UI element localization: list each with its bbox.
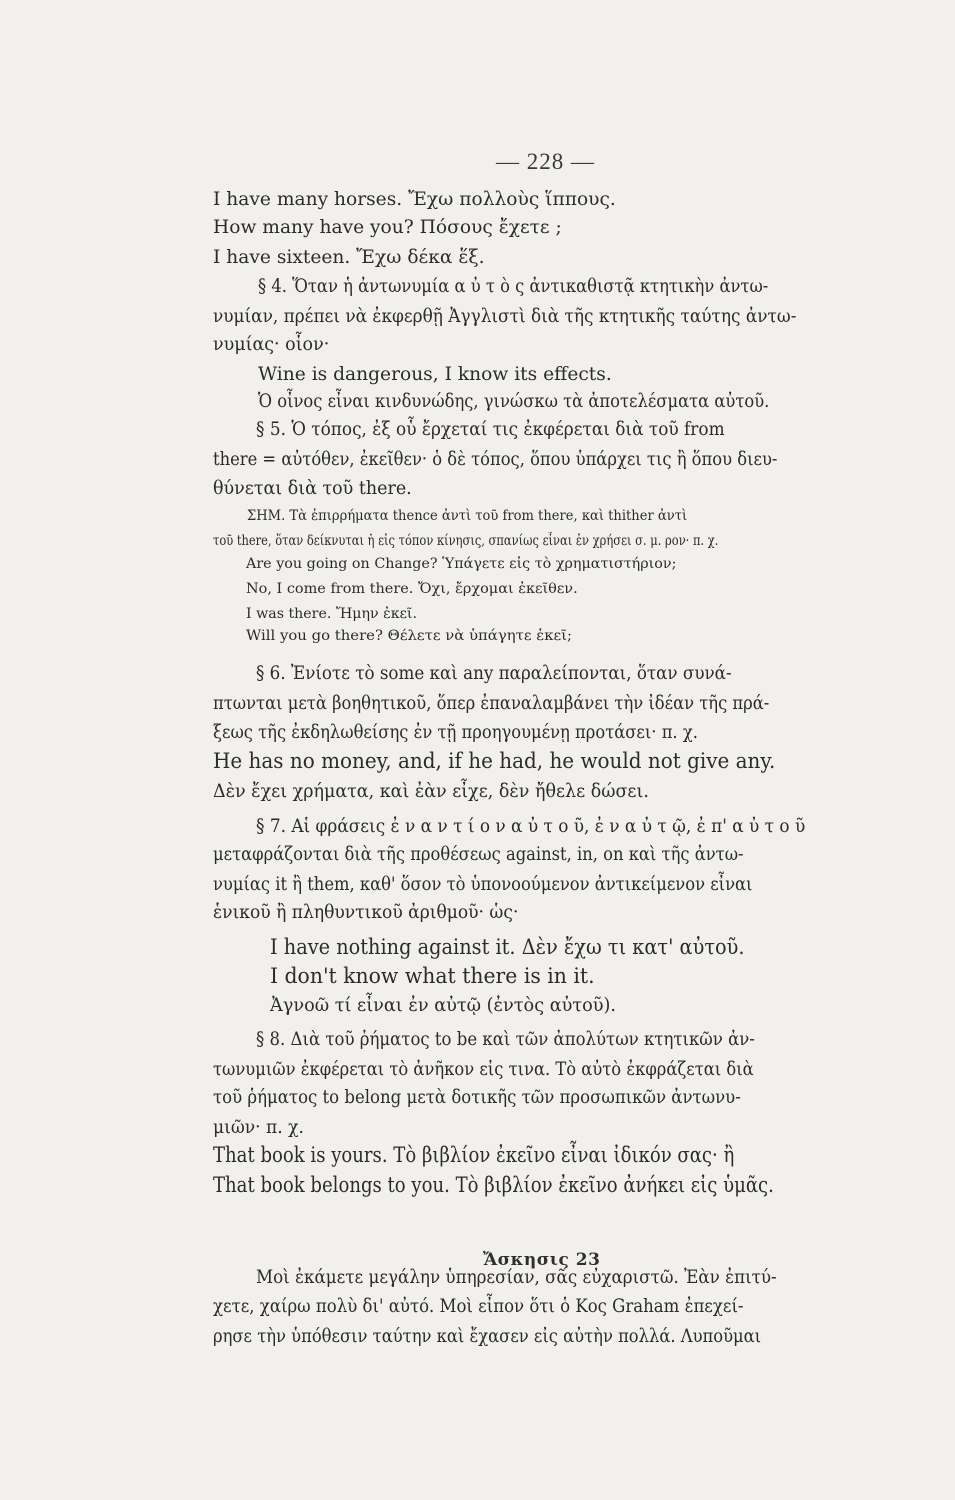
exercise-heading: Ἄσκησις 23 xyxy=(483,1250,601,1270)
note-line: ΣΗΜ. Τὰ ἐπιρρήματα thence ἀντὶ τοῦ from there, καὶ thither ἀντὶ xyxy=(247,508,688,524)
page-number: — 228 — xyxy=(496,149,595,174)
note-line: Will you go there? Θέλετε νὰ ὑπάγητε ἐκεῖ; xyxy=(246,628,573,644)
text-line: there = αὐτόθεν, ἐκεῖθεν· ὁ δὲ τόπος, ὅπου ὑπάρχει τις ἢ ὅπου διευ- xyxy=(213,448,778,470)
text-line: § 4. Ὅταν ἡ ἀντωνυμία α ὐ τ ὸ ς ἀντικαθιστᾷ κτητικὴν ἀντω- xyxy=(258,275,769,297)
text-line: He has no money, and, if he had, he would not give any. xyxy=(213,749,776,773)
text-line: Ὁ οἶνος εἶναι κινδυνώδης, γινώσκω τὰ ἀποτελέσματα αὐτοῦ. xyxy=(258,390,770,412)
text-line: § 7. Αἱ φράσεις ἐ ν α ν τ ί ο ν α ὐ τ ο ῦ, ἐ ν α ὐ τ ῷ, ἐ π' α ὐ τ ο ῦ xyxy=(256,815,806,837)
text-line: That book belongs to you. Τὸ βιβλίον ἐκεῖνο ἀνήκει εἰς ὑμᾶς. xyxy=(213,1173,774,1197)
text-line: ξεως τῆς ἐκδηλωθείσης ἐν τῇ προηγουμένῃ προτάσει· π. χ. xyxy=(213,721,698,743)
note-line: I was there. Ἤμην ἐκεῖ. xyxy=(246,606,418,622)
text-line: I have nothing against it. Δὲν ἔχω τι κατ' αὐτοῦ. xyxy=(270,935,745,959)
text-line: Δὲν ἔχει χρήματα, καὶ ἐὰν εἶχε, δὲν ἤθελε δώσει. xyxy=(213,780,649,802)
note-line: No, I come from there. Ὄχι, ἔρχομαι ἐκεῖθεν. xyxy=(246,581,578,597)
text-line: Μοὶ ἐκάμετε μεγάλην ὑπηρεσίαν, σᾶς εὐχαριστῶ. Ἐὰν ἐπιτύ- xyxy=(256,1266,777,1288)
text-line: I don't know what there is in it. xyxy=(270,964,595,988)
text-line: I have many horses. Ἔχω πολλοὺς ἵππους. xyxy=(213,188,616,210)
text-line: That book is yours. Τὸ βιβλίον ἐκεῖνο εἶναι ἰδικόν σας· ἢ xyxy=(213,1143,735,1167)
text-line: μιῶν· π. χ. xyxy=(213,1116,304,1138)
text-line: § 6. Ἐνίοτε τὸ some καὶ any παραλείπονται, ὅταν συνά- xyxy=(256,662,732,684)
note-line: τοῦ there, ὅταν δείκνυται ἡ εἰς τόπον κίνησις, σπανίως εἶναι ἐν χρήσει σ. μ. ρον· π. χ. xyxy=(213,533,719,549)
text-line: § 5. Ὁ τόπος, ἐξ οὗ ἔρχεταί τις ἐκφέρεται διὰ τοῦ from xyxy=(256,418,725,440)
text-line: § 8. Διὰ τοῦ ῥήματος to be καὶ τῶν ἀπολύτων κτητικῶν ἀν- xyxy=(256,1028,755,1050)
text-line: νυμίας· οἷον· xyxy=(213,333,330,355)
text-line: θύνεται διὰ τοῦ there. xyxy=(213,477,412,499)
note-line: Are you going on Change? Ὑπάγετε εἰς τὸ χρηματιστήριον; xyxy=(246,556,677,572)
text-line: πτωνται μετὰ βοηθητικοῦ, ὅπερ ἐπαναλαμβάνει τὴν ἰδέαν τῆς πρά- xyxy=(213,692,770,714)
text-line: χετε, χαίρω πολὺ δι' αὐτό. Μοὶ εἶπον ὅτι ὁ Κος Graham ἐπεχεί- xyxy=(213,1295,744,1317)
text-line: How many have you? Πόσους ἔχετε ; xyxy=(213,216,562,238)
text-line: τοῦ ῥήματος to belong μετὰ δοτικῆς τῶν προσωπικῶν ἀντωνυ- xyxy=(213,1086,741,1108)
text-line: νυμίαν, πρέπει νὰ ἐκφερθῇ Ἀγγλιστὶ διὰ τῆς κτητικῆς ταύτης ἀντω- xyxy=(213,305,797,327)
text-line: ἑνικοῦ ἢ πληθυντικοῦ ἀριθμοῦ· ὡς· xyxy=(213,901,519,923)
text-line: ρησε τὴν ὑπόθεσιν ταύτην καὶ ἔχασεν εἰς αὐτὴν πολλά. Λυποῦμαι xyxy=(213,1325,762,1347)
text-line: Ἀγνοῶ τί εἶναι ἐν αὐτῷ (ἐντὸς αὐτοῦ). xyxy=(270,994,617,1016)
text-line: νυμίας it ἢ them, καθ' ὅσον τὸ ὑπονοούμενον ἀντικείμενον εἶναι xyxy=(213,873,753,895)
text-line: I have sixteen. Ἔχω δέκα ἕξ. xyxy=(213,246,485,268)
text-line: Wine is dangerous, I know its effects. xyxy=(258,363,612,385)
text-line: μεταφράζονται διὰ τῆς προθέσεως against, in, on καὶ τῆς ἀντω- xyxy=(213,843,744,865)
text-line: τωνυμιῶν ἐκφέρεται τὸ ἀνῆκον εἰς τινα. Τὸ αὐτὸ ἐκφράζεται διὰ xyxy=(213,1058,754,1080)
